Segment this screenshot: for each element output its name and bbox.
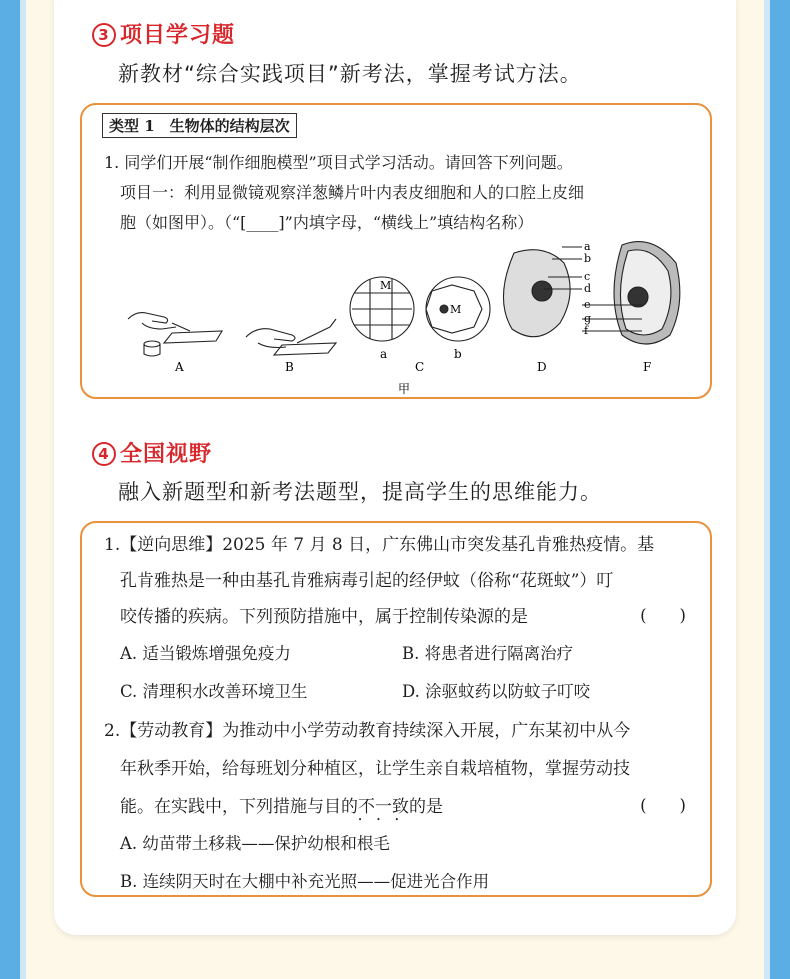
ptr-e: e [584, 298, 591, 311]
label-f: F [643, 360, 652, 374]
figure-a-slide-prep [128, 313, 222, 356]
ptr-b: b [584, 252, 592, 265]
q4-2-line2: 年秋季开始，给每班划分种植区，让学生亲自栽培植物，掌握劳动技 [120, 759, 630, 779]
right-border-strip [764, 0, 790, 979]
q4-2-line3 [120, 792, 443, 817]
q4-2-line1: 2.【劳动教育】为推动中小学劳动教育持续深入开展，广东某初中从今 [104, 721, 631, 741]
sublabel-a: a [380, 347, 388, 361]
ptr-c: c [584, 270, 591, 283]
label-d: D [537, 360, 547, 374]
ptr-d: d [584, 282, 592, 295]
section4-number: 4 [92, 442, 116, 466]
figure-b-cover-slip [246, 319, 336, 355]
q1-line3: 胞（如图甲）。（“[____]”内填字母，“横线上”填结构名称） [120, 213, 534, 232]
figure-panel-labels [174, 347, 651, 396]
ptr-g: g [584, 312, 592, 325]
q4-1-line3: 咬传播的疾病。下列预防措施中，属于控制传染源的是 [120, 607, 528, 627]
label-c: C [415, 360, 425, 374]
q4-2-line3-end: 的是 [409, 797, 443, 817]
q1-line2: 项目一：利用显微镜观察洋葱鳞片叶内表皮细胞和人的口腔上皮细 [120, 183, 585, 202]
figure-caption: 甲 [398, 382, 411, 396]
left-border-strip [0, 0, 26, 979]
q4-1-option-d[interactable]: D. 涂驱蚊药以防蚊子叮咬 [402, 682, 591, 701]
q4-2-answer-paren[interactable]: ( ) [640, 796, 686, 815]
ptr-f: f [584, 324, 589, 337]
section4-title: 全国视野 [120, 442, 213, 467]
section3-title: 项目学习题 [120, 23, 236, 48]
section4-heading [92, 437, 212, 468]
figure-jia [82, 233, 710, 403]
c-mark-m1: M [380, 279, 392, 292]
q1-line1: 1. 同学们开展“制作细胞模型”项目式学习活动。请回答下列问题。 [104, 153, 573, 172]
figure-c-microscope-views [350, 277, 490, 341]
label-b: B [285, 360, 294, 374]
q4-1-line1: 1.【逆向思维】2025 年 7 月 8 日，广东佛山市突发基孔肯雅热疫情。基 [104, 535, 655, 555]
q4-1-answer-paren[interactable]: ( ) [640, 606, 686, 625]
q4-2-line3-start: 能。在实践中，下列措施与目的 [120, 797, 358, 817]
q4-2-emphasis: 不一致 • • • [358, 797, 409, 817]
section4-subtitle: 融入新题型和新考法题型，提高学生的思维能力。 [118, 480, 602, 504]
question-box-national [80, 521, 712, 897]
figure-d-animal-cell [503, 250, 570, 337]
q4-1-option-b[interactable]: B. 将患者进行隔离治疗 [402, 644, 574, 663]
q4-1-option-a[interactable]: A. 适当锻炼增强免疫力 [120, 644, 291, 663]
q4-2-option-b[interactable]: B. 连续阴天时在大棚中补充光照——促进光合作用 [120, 872, 490, 891]
section3-subtitle: 新教材“综合实践项目”新考法，掌握考试方法。 [118, 62, 582, 86]
q4-2-option-a[interactable]: A. 幼苗带土移栽——保护幼根和根毛 [120, 834, 390, 853]
type-tag: 类型 1 生物体的结构层次 [102, 113, 297, 138]
section3-heading [92, 18, 235, 49]
pointer-labels [584, 240, 591, 337]
c-mark-m2: M [450, 303, 462, 316]
q4-1-line2: 孔肯雅热是一种由基孔肯雅病毒引起的经伊蚊（俗称“花斑蚊”）叮 [120, 571, 614, 591]
q4-1-option-c[interactable]: C. 清理积水改善环境卫生 [120, 682, 308, 701]
sublabel-b: b [454, 347, 462, 361]
ptr-a: a [584, 240, 591, 253]
label-a: A [175, 360, 184, 374]
section3-number: 3 [92, 23, 116, 47]
question-box-project [80, 103, 712, 399]
